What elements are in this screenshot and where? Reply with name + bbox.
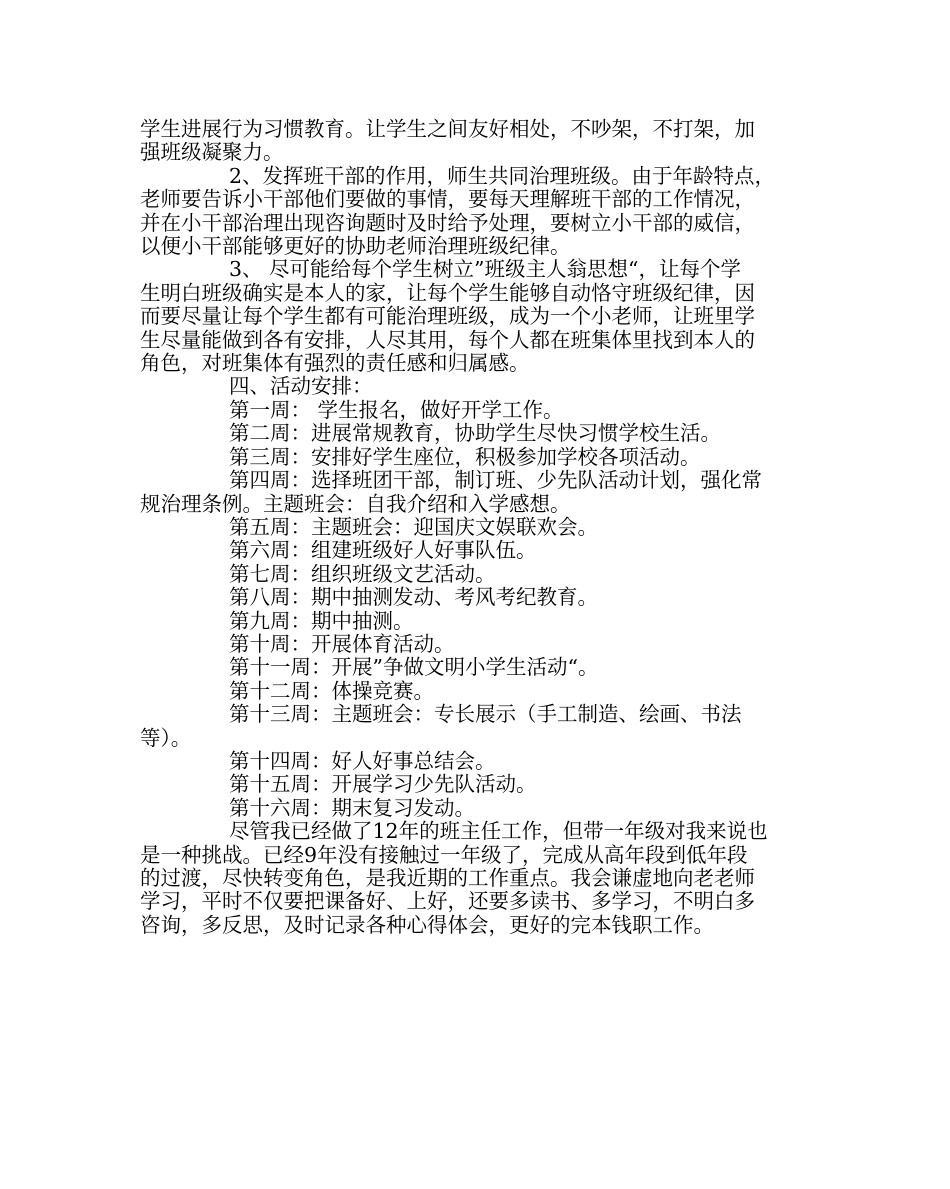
paragraph — [140, 469, 820, 516]
paragraph — [140, 165, 820, 259]
text-line: 第八周：期中抽测发动、考风考纪教育。 — [229, 585, 598, 610]
text-line: 尽管我已经做了12年的班主任工作，但带一年级对我来说也 — [229, 819, 768, 844]
text-line: 四、活动安排： — [229, 374, 373, 399]
text-line: 生尽量能做到各有安排，人尽其用，每个人都在班集体里找到本人的 — [140, 327, 755, 352]
paragraph — [140, 375, 820, 398]
paragraph — [140, 446, 820, 469]
paragraph — [140, 750, 820, 773]
paragraph — [140, 539, 820, 562]
text-line: 的过渡，尽快转变角色，是我近期的工作重点。我会谦虚地向老老师 — [140, 866, 755, 890]
paragraph — [140, 399, 820, 422]
text-line: 第十四周：好人好事总结会。 — [229, 748, 496, 773]
text-line: 第十二周：体操竞赛。 — [229, 678, 434, 703]
paragraph — [140, 422, 820, 445]
text-line: 生明白班级确实是本人的家，让每个学生能够自动恪守班级纪律，因 — [140, 280, 755, 305]
text-line: 强班级凝聚力。 — [140, 140, 284, 165]
text-line: 第五周：主题班会：迎国庆文娱联欢会。 — [229, 514, 598, 539]
text-line: 老师要告诉小干部他们要做的事情，要每天理解班干部的工作情况， — [140, 187, 755, 212]
text-line: 学生进展行为习惯教育。让学生之间友好相处，不吵架，不打架，加 — [140, 117, 755, 141]
paragraph — [140, 563, 820, 586]
paragraph — [140, 680, 820, 703]
text-line: 第一周： 学生报名，做好开学工作。 — [229, 397, 564, 422]
text-line: 3、 尽可能给每个学生树立”班级主人翁思想“，让每个学 — [229, 257, 742, 282]
text-line: 第二周：进展常规教育，协助学生尽快习惯学校生活。 — [229, 421, 721, 446]
paragraph — [140, 820, 820, 937]
text-line: 第十五周：开展学习少先队活动。 — [229, 772, 537, 797]
text-line: 规治理条例。主题班会：自我介绍和入学感想。 — [140, 491, 571, 516]
paragraph — [140, 633, 820, 656]
text-line: 第十六周：期末复习发动。 — [229, 795, 475, 820]
text-line: 第十一周：开展”争做文明小学生活动“。 — [229, 655, 599, 680]
paragraph — [140, 773, 820, 796]
text-line: 第十三周：主题班会：专长展示（手工制造、绘画、书法 — [229, 702, 742, 727]
text-line: 第九周：期中抽测。 — [229, 608, 414, 633]
paragraph — [140, 516, 820, 539]
text-line: 第四周：选择班团干部，制订班、少先队活动计划，强化常 — [229, 468, 762, 493]
text-line: 以便小干部能够更好的协助老师治理班级纪律。 — [140, 234, 571, 259]
text-line: 学习，平时不仅要把课备好、上好，还要多读书、多学习，不明白多 — [140, 889, 755, 914]
text-line: 第七周：组织班级文艺活动。 — [229, 561, 496, 586]
text-line: 咨询，多反思，及时记录各种心得体会，更好的完本钱职工作。 — [140, 912, 714, 937]
paragraph — [140, 797, 820, 820]
text-line: 角色，对班集体有强烈的责任感和归属感。 — [140, 351, 530, 376]
text-line: 2、发挥班干部的作用，师生共同治理班级。由于年龄特点， — [229, 163, 776, 188]
paragraph — [140, 703, 820, 750]
text-line: 等）。 — [140, 725, 192, 750]
paragraph — [140, 118, 820, 165]
text-line: 而要尽量让每个学生都有可能治理班级，成为一个小老师，让班里学 — [140, 304, 755, 329]
text-line: 第十周：开展体育活动。 — [229, 631, 455, 656]
text-line: 第六周：组建班级好人好事队伍。 — [229, 538, 537, 563]
paragraph — [140, 656, 820, 679]
text-line: 并在小干部治理出现咨询题时及时给予处理，要树立小干部的威信， — [140, 210, 755, 235]
document-body — [140, 118, 820, 937]
paragraph — [140, 258, 820, 375]
text-line: 是一种挑战。已经9年没有接触过一年级了，完成从高年段到低年段 — [140, 842, 748, 867]
text-line: 第三周：安排好学生座位，积极参加学校各项活动。 — [229, 444, 701, 469]
paragraph — [140, 610, 820, 633]
paragraph — [140, 586, 820, 609]
